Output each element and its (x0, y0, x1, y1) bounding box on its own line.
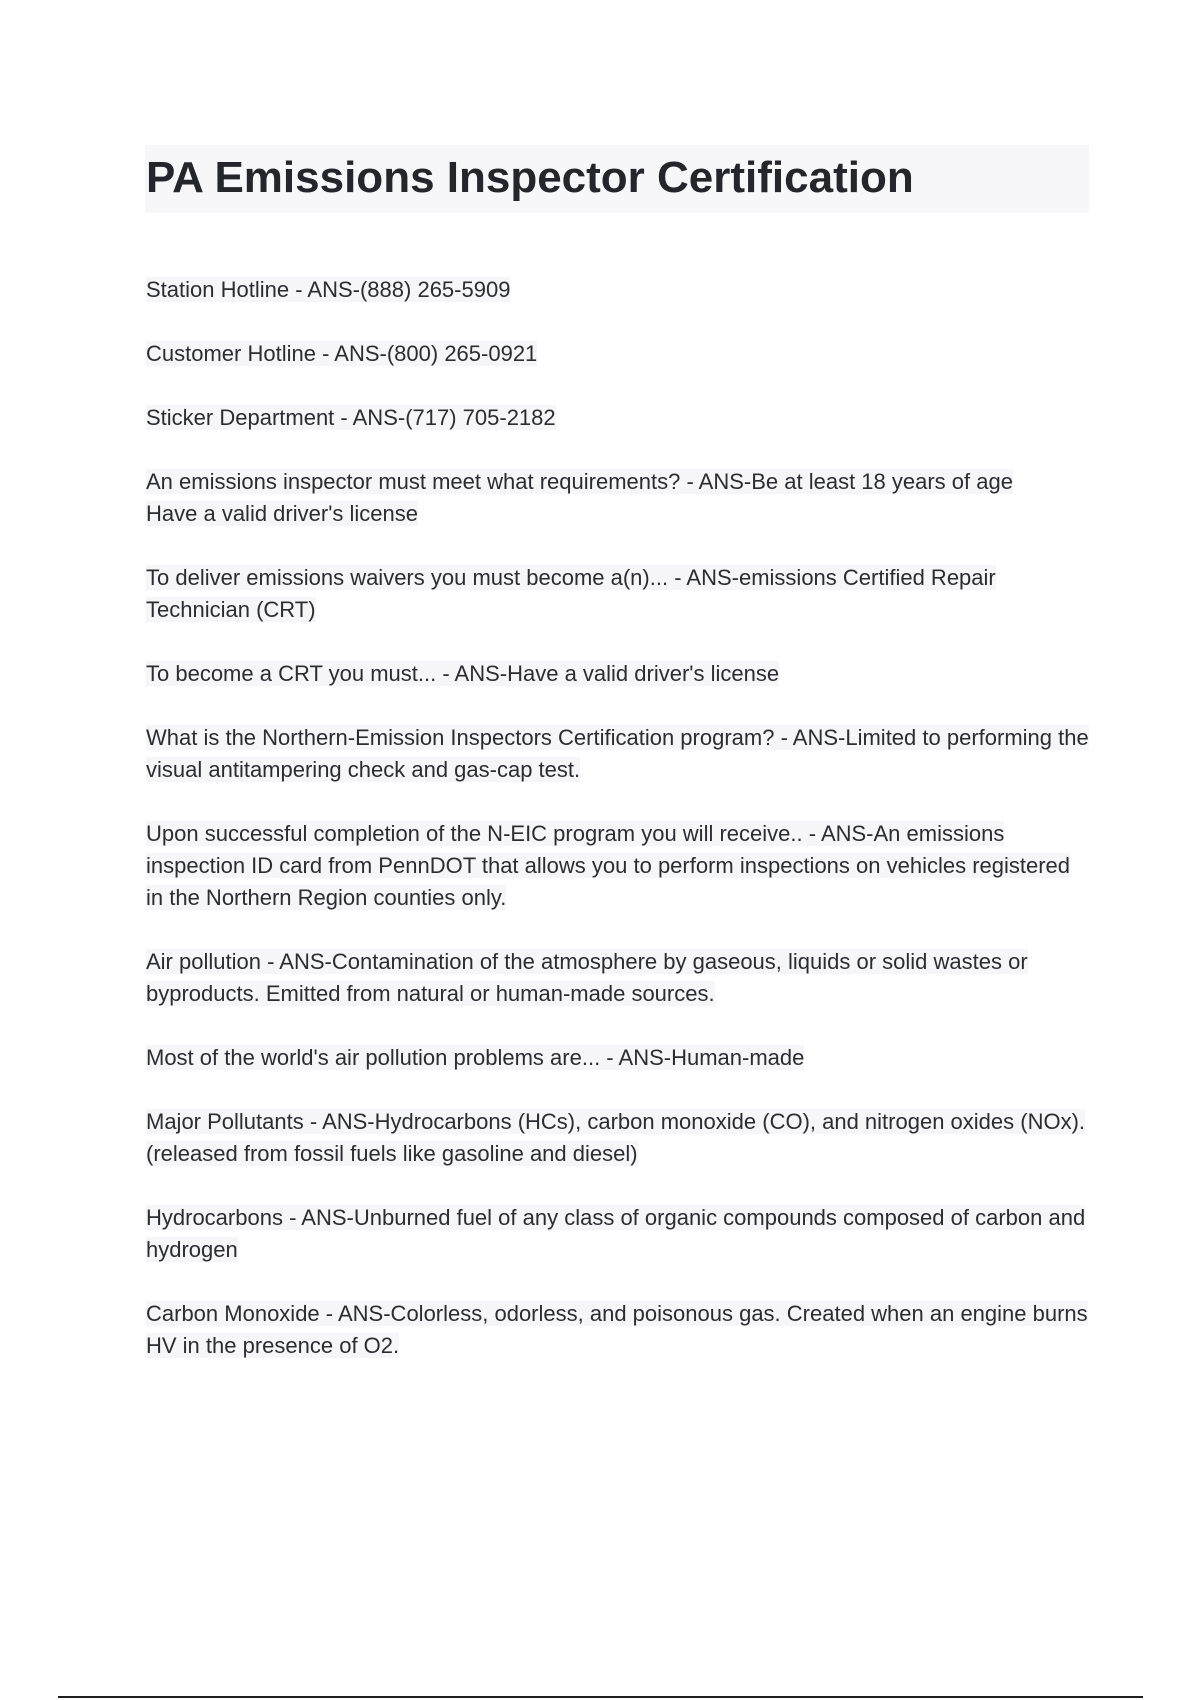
qa-list (146, 274, 1092, 1394)
qa-text: What is the Northern-Emission Inspectors Certification program? - ANS-Limited to performing the visual antitampering check and gas-cap test. (146, 725, 1089, 782)
qa-text: Major Pollutants - ANS-Hydrocarbons (HCs), carbon monoxide (CO), and nitrogen oxides (NOx). (released from fossil fuels like gasoline and diesel) (146, 1109, 1086, 1166)
qa-text: Customer Hotline - ANS-(800) 265-0921 (146, 341, 538, 366)
qa-item-inspector-requirements (146, 466, 1092, 530)
qa-text: Most of the world's air pollution problems are... - ANS-Human-made (146, 1045, 805, 1070)
qa-item-become-crt (146, 658, 1092, 690)
qa-text: Station Hotline - ANS-(888) 265-5909 (146, 277, 511, 302)
qa-text: To deliver emissions waivers you must become a(n)... - ANS-emissions Certified Repair Technician (CRT) (146, 565, 996, 622)
qa-item-sticker-department (146, 402, 1092, 434)
qa-item-n-eic-program (146, 722, 1092, 786)
qa-text: Upon successful completion of the N-EIC program you will receive.. - ANS-An emissions inspection ID card from PennDOT that allows you to perform inspections on vehicles registered in the Northern Region counties only. (146, 821, 1071, 910)
qa-text: Hydrocarbons - ANS-Unburned fuel of any class of organic compounds composed of carbon and hydrogen (146, 1205, 1086, 1262)
qa-text: Carbon Monoxide - ANS-Colorless, odorless, and poisonous gas. Created when an engine burns HV in the presence of O2. (146, 1301, 1088, 1358)
qa-item-major-pollutants (146, 1106, 1092, 1170)
qa-item-customer-hotline (146, 338, 1092, 370)
qa-item-air-pollution (146, 946, 1092, 1010)
qa-text: Air pollution - ANS-Contamination of the atmosphere by gaseous, liquids or solid wastes or byproducts. Emitted from natural or human-made sources. (146, 949, 1028, 1006)
qa-item-pollution-sources (146, 1042, 1092, 1074)
qa-item-carbon-monoxide (146, 1298, 1092, 1362)
qa-text: To become a CRT you must... - ANS-Have a valid driver's license (146, 661, 780, 686)
qa-text: An emissions inspector must meet what requirements? - ANS-Be at least 18 years of age Have a valid driver's license (146, 469, 1013, 526)
qa-item-n-eic-completion (146, 818, 1092, 914)
qa-item-hydrocarbons (146, 1202, 1092, 1266)
qa-text: Sticker Department - ANS-(717) 705-2182 (146, 405, 556, 430)
qa-item-station-hotline (146, 274, 1092, 306)
footer-divider (58, 1696, 1143, 1698)
qa-item-emissions-waivers (146, 562, 1092, 626)
page-title: PA Emissions Inspector Certification (146, 153, 914, 202)
